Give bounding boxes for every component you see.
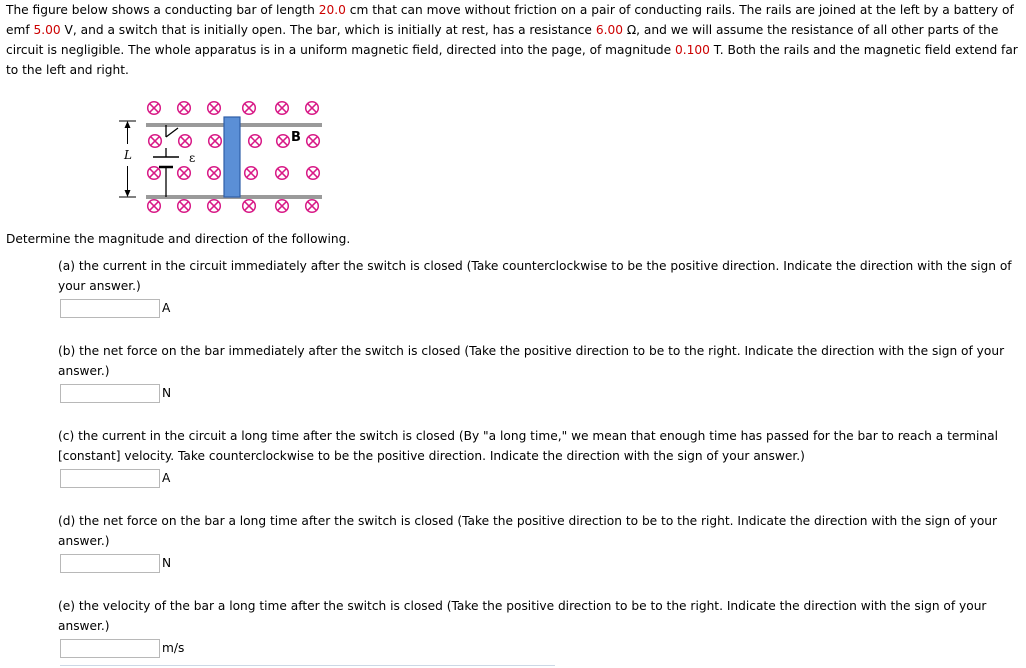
question-c [58,426,1013,489]
intro-text: Ω, and we will assume the resistance of all other parts of the circuit is negligible. The whole apparatus is in a uniform magnetic field, directed into the page, of magnitude [6,23,999,57]
question-a [58,256,1013,319]
divider [60,665,555,666]
answer-row [58,554,1013,574]
question-text: (e) the velocity of the bar a long time after the switch is closed (Take the positive direction to be to the right. Indicate the direction with the sign of your answer.) [58,599,987,633]
dimension-arrow-up [125,121,131,128]
question-text: (d) the net force on the bar a long time after the switch is closed (Take the positive direction to be to the right. Indicate the direction with the sign of your answer.) [58,514,998,548]
answer-row [58,299,1013,319]
unit-label: m/s [162,641,185,655]
field-value: 0.100 [675,43,710,57]
problem-statement [6,0,1018,80]
length-label: L [124,148,132,162]
question-text: (c) the current in the circuit a long time after the switch is closed (By "a long time," we mean that enough time has passed for the bar to reach a terminal [constant] velocity. Take counterclockwise to be the positive direction. Indicate the direction with the sign of your answer.) [58,429,999,463]
answer-row [58,469,1013,489]
unit-label: N [162,556,172,570]
intro-text: T. Both the rails and the magnetic field extend far to the left and right. [6,43,1018,77]
conducting-bar [224,117,240,197]
emf-value: 5.00 [33,23,61,37]
intro-text: V, and a switch that is initially open. The bar, which is initially at rest, has a resistance [60,23,596,37]
circuit-figure [116,96,330,218]
intro-text: The figure below shows a conducting bar of length [6,3,319,17]
question-text: (b) the net force on the bar immediately after the switch is closed (Take the positive direction to be to the right. Indicate the direction with the sign of your answer.) [58,344,1005,378]
question-text: (a) the current in the circuit immediately after the switch is closed (Take counterclockwise to be the positive direction. Indicate the direction with the sign of your answer.) [58,259,1012,293]
answer-input-e[interactable] [60,639,160,658]
resistance-value: 6.00 [595,23,623,37]
bar-length-value: 20.0 [318,3,346,17]
unit-label: N [162,386,172,400]
question-e [58,596,1013,659]
answer-input-d[interactable] [60,554,160,573]
intro-text: cm that can move without friction on a pair of conducting rails. The rails are joined at the left by a battery of emf [6,3,1014,37]
unit-label: A [162,471,171,485]
answer-input-b[interactable] [60,384,160,403]
question-d [58,511,1013,574]
answer-input-c[interactable] [60,469,160,488]
left-circuit [166,125,178,197]
answer-input-a[interactable] [60,299,160,318]
question-b [58,341,1013,404]
dimension-arrow-down [125,190,131,197]
emf-label: ε [189,151,196,165]
instructions: Determine the magnitude and direction of the following. [6,232,351,246]
answer-row [58,384,1013,404]
field-label: B [291,130,301,145]
unit-label: A [162,301,171,315]
answer-row [58,639,1013,659]
